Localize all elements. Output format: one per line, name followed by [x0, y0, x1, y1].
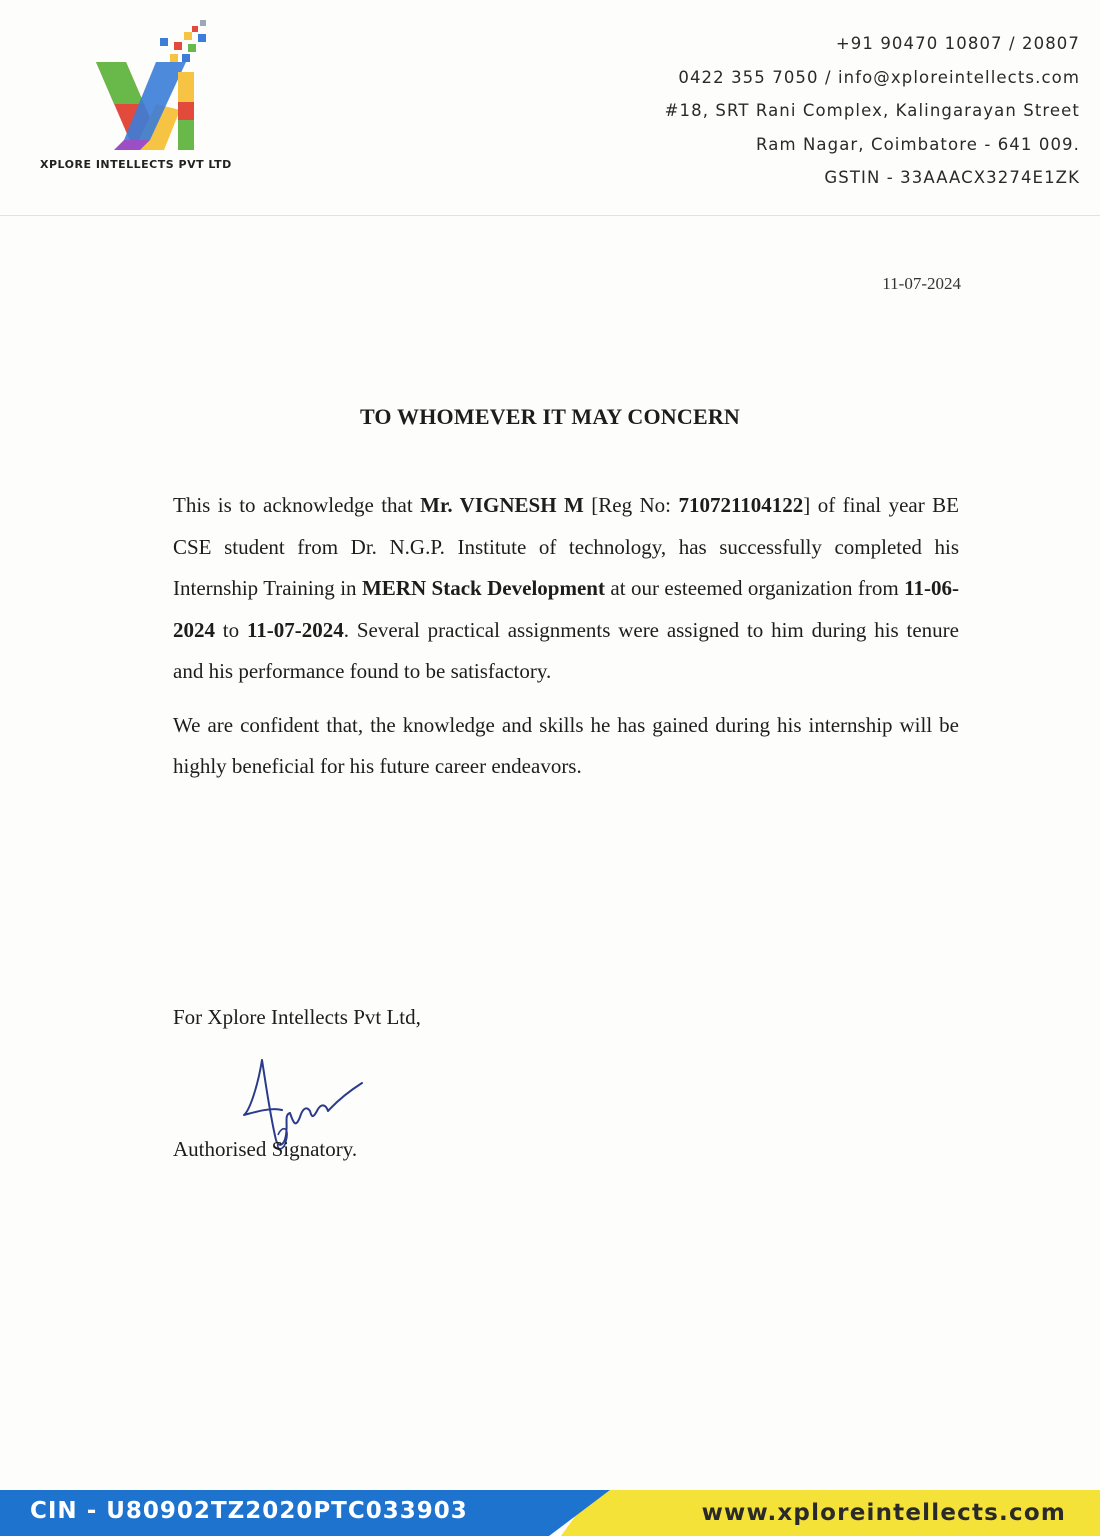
footer-bar [0, 1490, 1100, 1536]
address-line-2: Ram Nagar, Coimbatore - 641 009. [756, 134, 1080, 154]
letter-heading: TO WHOMEVER IT MAY CONCERN [359, 404, 741, 429]
letterhead [0, 0, 1100, 216]
paragraph-acknowledgement: This is to acknowledge that Mr. VIGNESH M [Reg No: 710721104122] of final year BE CSE student from Dr. N.G.P. Institute of technology, has successfully completed his Internship Training in MERN Stack Development at our esteemed organization from 11-06-2024 to 11-07-2024. Several practical assignments were assigned to him during his tenure and his performance found to be satisfactory. [173, 493, 959, 683]
phone-line: +91 90470 10807 / 20807 [835, 34, 1080, 53]
contact-block [665, 31, 1080, 199]
letter-date: 11-07-2024 [882, 274, 961, 293]
cin-number: CIN - U80902TZ2020PTC033903 [30, 1498, 468, 1524]
closing-line: For Xplore Intellects Pvt Ltd, [173, 1005, 421, 1029]
phone-email-line: 0422 355 7050 / info@xploreintellects.com [678, 67, 1080, 87]
registration-number: 710721104122 [678, 493, 804, 517]
authorised-signatory: Authorised Signatory. [173, 1137, 358, 1161]
internship-program: MERN Stack Development [361, 576, 605, 600]
gstin-line: GSTIN - 33AAACX3274E1ZK [824, 168, 1080, 187]
letter-body [173, 485, 959, 788]
start-date: 11-06-2024 [173, 576, 959, 642]
company-name: XPLORE INTELLECTS PVT LTD [40, 158, 232, 171]
end-date: 11-07-2024 [246, 617, 344, 642]
address-line-1: #18, SRT Rani Complex, Kalingarayan Street [664, 101, 1080, 120]
company-logo-icon [94, 20, 206, 155]
intern-name: Mr. VIGNESH M [420, 493, 584, 517]
paragraph-confidence: We are confident that, the knowledge and skills he has gained during his internship will be highly beneficial for his future career endeavors. [173, 712, 959, 778]
website-link[interactable]: www.xploreintellects.com [701, 1500, 1066, 1526]
